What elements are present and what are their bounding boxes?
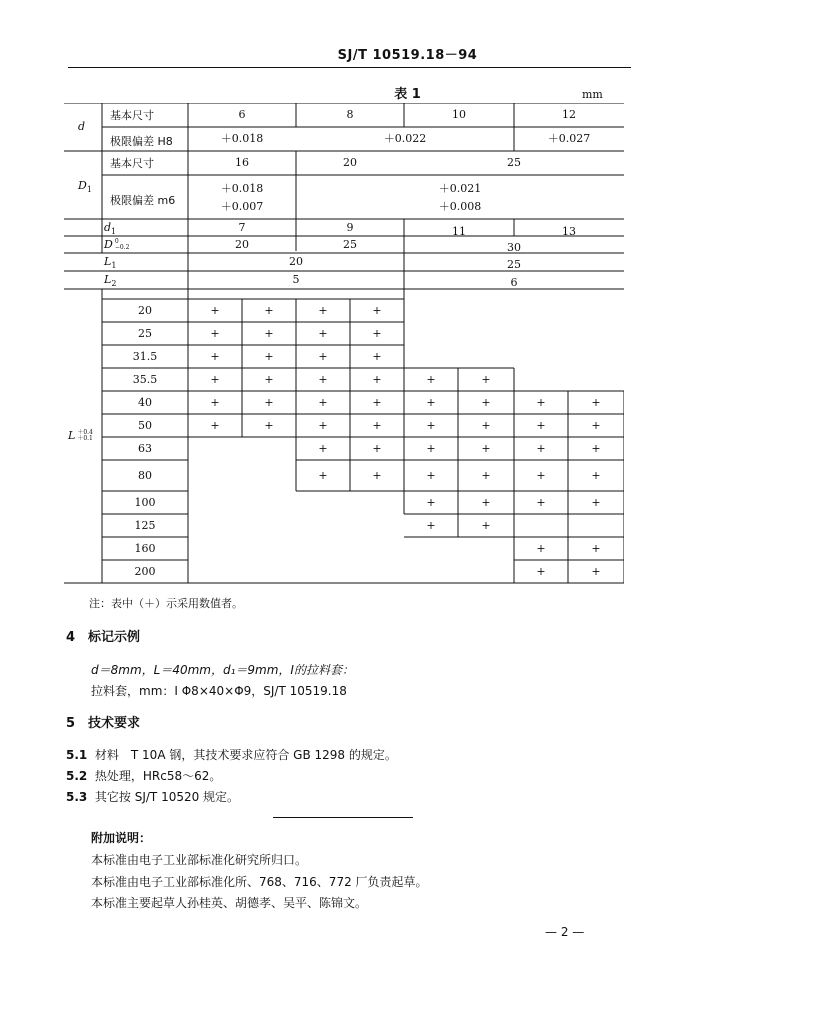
plus-mark: + [264,395,274,409]
plus-mark: + [481,441,491,455]
header-rule [68,67,631,68]
L-row-label: 80 [138,468,152,482]
appendix-heading: 附加说明： [91,831,152,845]
plus-mark: + [591,495,601,509]
m6-lower-2: ＋0.008 [438,200,482,213]
L-row-label: 160 [134,541,156,555]
plus-mark: + [591,541,601,555]
plus-mark: + [481,495,491,509]
plus-mark: + [591,395,601,409]
plus-mark: + [210,418,220,432]
plus-mark: + [591,468,601,482]
plus-mark: + [536,418,546,432]
plus-mark: + [426,395,436,409]
d-value-6: 6 [238,108,246,121]
section-5-item-2: 5.2 热处理，HRc58～62。 [66,769,222,783]
d-basic-size-label: 基本尺寸 [110,109,154,122]
plus-mark: + [426,468,436,482]
plus-mark: + [426,372,436,386]
document-number: SJ/T 10519.18－94 [337,48,478,63]
plus-mark: + [536,468,546,482]
h8-value-8-10: ＋0.022 [383,132,427,145]
appendix-line-2: 本标准由电子工业部标准化所、768、716、772 厂负责起草。 [91,875,428,889]
appendix-line-1: 本标准由电子工业部标准化研究所归口。 [91,853,308,867]
d1-value-9: 9 [346,221,354,234]
plus-mark: + [264,349,274,363]
L-row-label: 25 [138,326,152,340]
L-row-label: 200 [134,564,156,578]
m6-upper-2: ＋0.021 [438,182,482,195]
d-value-8: 8 [346,108,354,121]
D1-value-16: 16 [235,156,249,169]
D-value-30: 30 [507,241,521,254]
plus-mark: + [264,372,274,386]
plus-mark: + [264,303,274,317]
plus-mark: + [536,441,546,455]
d-value-12: 12 [562,108,576,121]
section-4-line-2: 拉料套，mm：Ⅰ Φ8×40×Φ9，SJ/T 10519.18 [91,684,347,698]
L-row-label: 125 [134,518,156,532]
h8-value-12: ＋0.027 [547,132,591,145]
plus-mark: + [318,349,328,363]
table-grid [64,103,624,584]
table-title: 表 1 [394,87,421,102]
plus-mark: + [536,564,546,578]
L2-value-5: 5 [292,273,300,286]
separator-rule [273,817,413,818]
plus-mark: + [372,468,382,482]
plus-mark: + [318,372,328,386]
plus-mark: + [318,468,328,482]
D1-basic-size-label: 基本尺寸 [110,157,154,170]
d-value-10: 10 [452,108,466,121]
plus-mark: + [536,541,546,555]
section-5-item-1: 5.1 材料 T 10A 钢，其技术要求应符合 GB 1298 的规定。 [66,748,397,762]
d1-value-13: 13 [562,225,576,238]
D1-label: $D_1$ [78,179,92,195]
D-value-20: 20 [235,238,249,251]
plus-mark: + [372,326,382,340]
m6-upper-1: ＋0.018 [220,182,264,195]
plus-mark: + [481,468,491,482]
L-row-label: 100 [134,495,156,509]
plus-mark: + [481,372,491,386]
plus-mark: + [591,441,601,455]
plus-mark: + [210,395,220,409]
plus-mark: + [372,303,382,317]
L-label: L ＋0.4 ＋0.1 [68,429,93,442]
plus-mark: + [210,326,220,340]
plus-mark: + [372,441,382,455]
plus-mark: + [210,372,220,386]
section-5-item-3: 5.3 其它按 SJ/T 10520 规定。 [66,790,240,804]
L1-label: $L_1$ [104,255,117,271]
D-label: D 0 −0.2 [104,238,130,251]
plus-mark: + [481,418,491,432]
plus-mark: + [210,303,220,317]
L-row-label: 31.5 [132,349,158,363]
plus-mark: + [318,441,328,455]
L-row-label: 20 [138,303,152,317]
plus-mark: + [426,441,436,455]
D1-limit-m6-label: 极限偏差 m6 [110,194,176,207]
plus-mark: + [210,349,220,363]
section-5-heading: 5 技术要求 [66,716,141,731]
plus-mark: + [591,564,601,578]
dimension-table [64,103,624,584]
plus-mark: + [426,495,436,509]
table-note: 注：表中（＋）示采用数值者。 [89,597,243,610]
page-number: — 2 — [545,925,585,939]
h8-value-6: ＋0.018 [220,132,264,145]
d1-value-11: 11 [452,225,466,238]
plus-mark: + [426,518,436,532]
L1-value-20: 20 [289,255,303,268]
L-row-label: 50 [138,418,152,432]
table-unit: mm [582,88,603,101]
d-limit-h8-label: 极限偏差 H8 [110,135,173,148]
plus-mark: + [591,418,601,432]
plus-mark: + [264,326,274,340]
plus-mark: + [426,418,436,432]
plus-mark: + [536,495,546,509]
L-row-label: 40 [138,395,152,409]
L-row-label: 35.5 [132,372,158,386]
plus-mark: + [536,395,546,409]
d1-label: $d_1$ [104,221,117,237]
plus-mark: + [318,395,328,409]
plus-mark: + [264,418,274,432]
section-4-line-1: d＝8mm，L＝40mm，d₁＝9mm，Ⅰ的拉料套： [91,663,354,677]
L2-value-6: 6 [510,276,518,289]
m6-lower-1: ＋0.007 [220,200,264,213]
plus-mark: + [318,418,328,432]
plus-mark: + [318,326,328,340]
plus-mark: + [318,303,328,317]
d1-value-7: 7 [238,221,246,234]
L2-label: $L_2$ [104,273,117,289]
d-label: d [78,120,86,133]
plus-mark: + [372,349,382,363]
plus-mark: + [481,395,491,409]
D1-value-20: 20 [343,156,357,169]
section-4-heading: 4 标记示例 [66,630,141,645]
plus-mark: + [372,395,382,409]
plus-mark: + [481,518,491,532]
D-value-25: 25 [343,238,357,251]
plus-mark: + [372,418,382,432]
D1-value-25: 25 [507,156,521,169]
appendix-line-3: 本标准主要起草人孙桂英、胡德孝、吴平、陈锦文。 [91,896,368,910]
plus-mark: + [372,372,382,386]
L1-value-25: 25 [507,258,521,271]
L-row-label: 63 [138,441,152,455]
